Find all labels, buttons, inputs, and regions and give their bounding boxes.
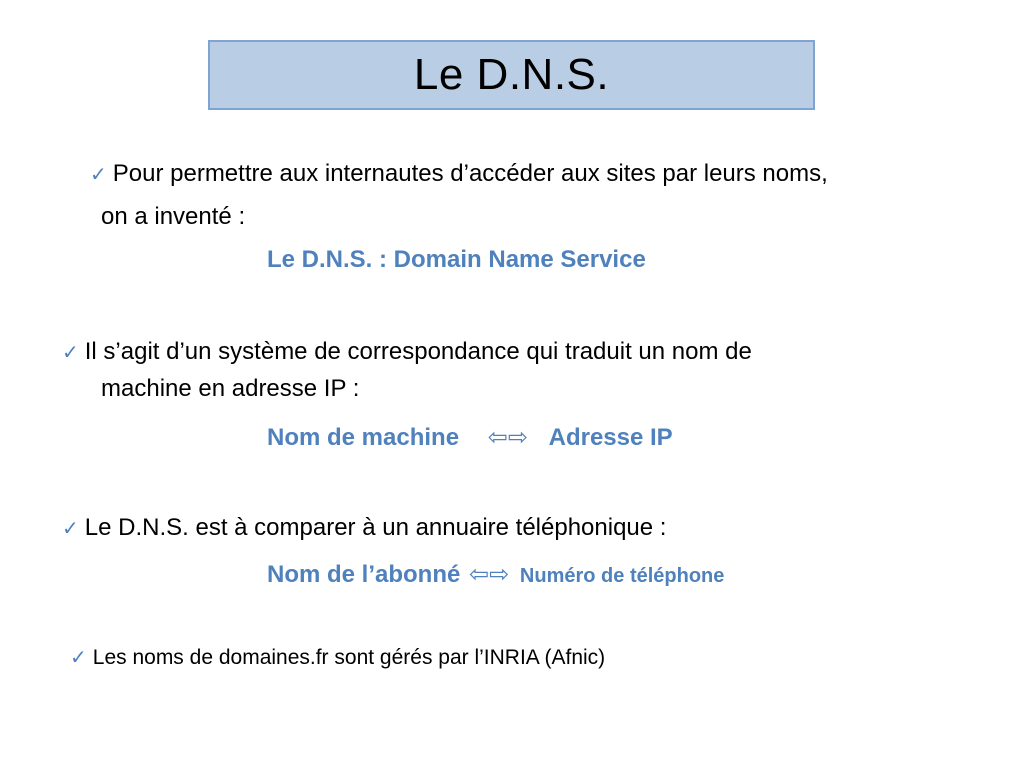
bullet-2-line-1: [62, 340, 752, 364]
machine-name-label: Nom de machine: [267, 424, 460, 451]
slide-title: Le D.N.S.: [413, 50, 610, 99]
bullet-1-highlight: [267, 248, 646, 272]
bullet-4-line-1: [70, 647, 605, 668]
bullet-2-highlight: [267, 425, 673, 450]
ip-address-label: Adresse IP: [548, 424, 673, 451]
bullet-1-line-1: [90, 162, 828, 186]
bullet-3-highlight: [267, 562, 724, 587]
double-arrow-icon: ⇦⇨: [469, 560, 510, 588]
bullet-2-line-2: [101, 377, 359, 401]
bullet-1-line-2: [101, 205, 245, 229]
bullet-3-text: Le D.N.S. est à comparer à un annuaire téléphonique :: [84, 514, 667, 541]
double-arrow-icon: ⇦⇨: [487, 423, 528, 451]
subscriber-name-label: Nom de l’abonné: [267, 561, 461, 588]
checkmark-icon: ✓: [62, 340, 79, 364]
checkmark-icon: ✓: [70, 645, 87, 669]
bullet-4-text: Les noms de domaines.fr sont gérés par l’INRIA (Afnic): [92, 646, 606, 669]
checkmark-icon: ✓: [62, 516, 79, 540]
bullet-3-line-1: [62, 516, 666, 540]
checkmark-icon: ✓: [90, 162, 107, 186]
bullet-1-text: Pour permettre aux internautes d’accéder aux sites par leurs noms,: [112, 160, 828, 187]
bullet-2-continuation: machine en adresse IP :: [101, 375, 360, 402]
bullet-2-text: Il s’agit d’un système de correspondance qui traduit un nom de: [84, 338, 752, 365]
dns-definition: Le D.N.S. : Domain Name Service: [267, 246, 646, 273]
title-box: [208, 40, 815, 110]
bullet-1-continuation: on a inventé :: [101, 203, 246, 230]
phone-number-label: Numéro de téléphone: [519, 565, 725, 587]
